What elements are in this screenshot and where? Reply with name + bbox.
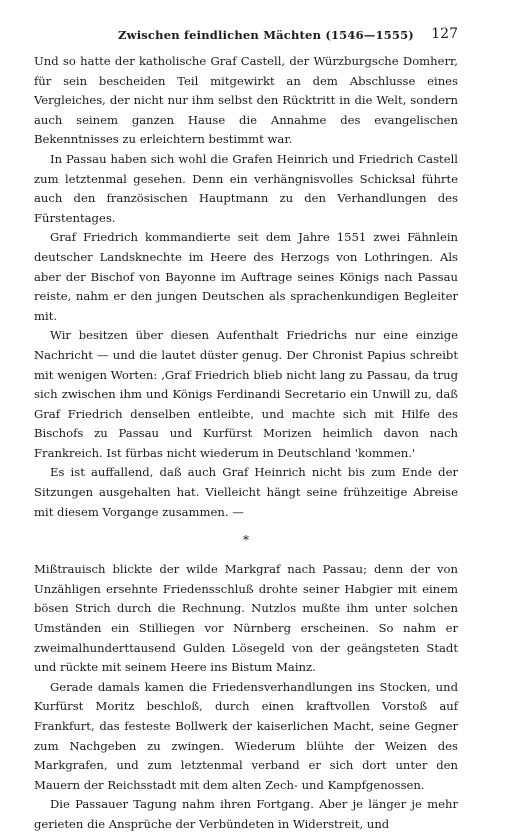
body-text [34, 52, 458, 835]
paragraph: In Passau haben sich wohl die Grafen Heinrich und Friedrich Castell zum letztenmal gesehen. Denn ein verhängnisvolles Schicksal führte auch den französischen Hauptmann zu den Verhandlungen des Fürstentages. [34, 151, 458, 225]
running-header [34, 26, 458, 46]
paragraph: Gerade damals kamen die Friedensverhandlungen ins Stocken, und Kurfürst Moritz beschloß, durch einen kraftvollen Vorstoß auf Frankfurt, das festeste Bollwerk der kaiserlichen Macht, seine Gegner zum Nachgeben zu zwingen. Wiederum blühte der Weizen des Markgrafen, und zum letztenmal verband er sich dort unter den Mauern der Reichsstadt mit dem alten Zech- und Kampfgenossen. [34, 679, 458, 792]
paragraph: Die Passauer Tagung nahm ihren Fortgang. Aber je länger je mehr gerieten die Ansprüche der Verbündeten in Widerstreit, und [34, 797, 458, 831]
paragraph: Mißtrauisch blickte der wilde Markgraf nach Passau; denn der von Unzähligen ersehnte Friedensschluß drohte seiner Habgier mit einem bösen Strich durch die Rechnung. Nutzlos mußte ihm unter solchen Umständen ein Stilliegen vor Nürnberg erscheinen. So nahm er zweimalhunderttausend Gulden Lösegeld von der geängsteten Stadt und rückte mit seinem Heere ins Bistum Mainz. [34, 562, 458, 675]
paragraph: Und so hatte der katholische Graf Castell, der Würzburgsche Domherr, für sein bescheiden Teil mitgewirkt an dem Abschlusse eines Vergleiches, der nicht nur ihm selbst den Rücktritt in die Welt, sondern auch seinem ganzen Hause die Annahme des evangelischen Bekenntnisses zu erleichtern bestimmt war. [34, 54, 458, 147]
paragraph: Wir besitzen über diesen Aufenthalt Friedrichs nur eine einzige Nachricht — und die lautet düster genug. Der Chronist Papius schreibt mit wenigen Worten: ‚Graf Friedrich blieb nicht lang zu Passau, da trug sich zwischen ihm und Königs Ferdinandi Secretario ein Unwill zu, daß Graf Friedrich denselben entleibte, und machte sich mit Hilfe des Bischofs zu Passau und Kurfürst Morizen heimlich davon nach Frankreich. Ist fürbas nicht wiederum in Deutschland 'kommen.' [34, 328, 458, 460]
page-number: 127 [431, 26, 458, 42]
running-title: Zwischen feindlichen Mächten (1546—1555) [118, 28, 414, 42]
section-divider: * [243, 533, 249, 548]
paragraph: Graf Friedrich kommandierte seit dem Jahre 1551 zwei Fähnlein deutscher Landsknechte im Heere des Herzogs von Lothringen. Als aber der Bischof von Bayonne im Auftrage seines Königs nach Passau reiste, nahm er den jungen Deutschen als sprachenkundigen Begleiter mit. [34, 230, 458, 323]
book-page [34, 26, 458, 835]
paragraph: Es ist auffallend, daß auch Graf Heinrich nicht bis zum Ende der Sitzungen ausgehalten hat. Vielleicht hängt seine frühzeitige Abreise mit diesem Vorgange zusammen. — [34, 465, 458, 519]
